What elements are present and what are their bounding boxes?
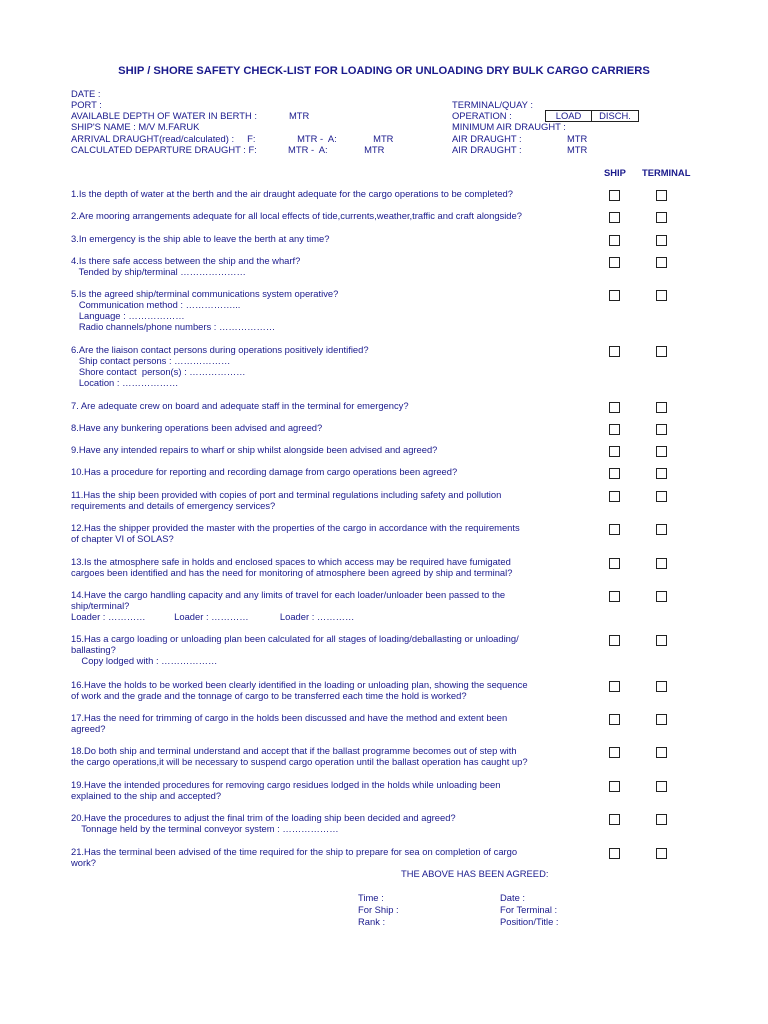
- question-line: 14.Have the cargo handling capacity and any limits of travel for each loader/unloader been passed to the: [71, 589, 506, 600]
- checklist-question: [71, 344, 571, 388]
- terminal-checkbox[interactable]: [656, 290, 667, 301]
- question-line: requirements and details of emergency services?: [71, 500, 276, 511]
- checklist-question: [71, 489, 571, 511]
- depth-label: AVAILABLE DEPTH OF WATER IN BERTH :: [71, 110, 257, 121]
- question-line: Tended by ship/terminal …………………: [71, 266, 246, 277]
- question-line: 19.Have the intended procedures for removing cargo residues lodged in the holds while unloading been: [71, 779, 501, 790]
- ship-checkbox[interactable]: [609, 212, 620, 223]
- checklist-question: [71, 188, 571, 199]
- checklist-question: [71, 233, 571, 244]
- checklist-question: [71, 422, 571, 433]
- ship-checkbox[interactable]: [609, 848, 620, 859]
- ship-checkbox[interactable]: [609, 346, 620, 357]
- checklist-question: [71, 633, 571, 666]
- date-label: DATE :: [71, 88, 101, 99]
- question-line: the cargo operations,it will be necessary to suspend cargo operation until the ballast operation has caught up?: [71, 756, 528, 767]
- question-line: 20.Have the procedures to adjust the final trim of the loading ship been decided and agreed?: [71, 812, 456, 823]
- question-line: 1.Is the depth of water at the berth and the air draught adequate for the cargo operations to be completed?: [71, 188, 513, 199]
- question-line: Radio channels/phone numbers : ………………: [71, 321, 276, 332]
- terminal-checkbox[interactable]: [656, 814, 667, 825]
- checklist-question: [71, 712, 571, 734]
- question-line: 4.Is there safe access between the ship and the wharf?: [71, 255, 301, 266]
- ship-checkbox[interactable]: [609, 814, 620, 825]
- terminal-checkbox[interactable]: [656, 781, 667, 792]
- terminal-checkbox[interactable]: [656, 681, 667, 692]
- terminal-checkbox[interactable]: [656, 591, 667, 602]
- question-line: 11.Has the ship been provided with copies of port and terminal regulations including safety and pollution: [71, 489, 502, 500]
- question-line: ship/terminal?: [71, 600, 130, 611]
- terminal-checkbox[interactable]: [656, 468, 667, 479]
- question-line: 17.Has the need for trimming of cargo in the holds been discussed and have the method and extent been: [71, 712, 508, 723]
- terminal-checkbox[interactable]: [656, 714, 667, 725]
- ship-checkbox[interactable]: [609, 446, 620, 457]
- terminal-checkbox[interactable]: [656, 446, 667, 457]
- ship-name-label: SHIP'S NAME : M/V M.FARUK: [71, 121, 200, 132]
- departure-draught-label: CALCULATED DEPARTURE DRAUGHT : F: MTR - A: MTR: [71, 144, 385, 155]
- checklist-question: [71, 846, 571, 868]
- ship-checkbox[interactable]: [609, 591, 620, 602]
- terminal-quay-label: TERMINAL/QUAY :: [452, 99, 533, 110]
- ship-checkbox[interactable]: [609, 714, 620, 725]
- operation-label: OPERATION :: [452, 110, 512, 121]
- question-line: 2.Are mooring arrangements adequate for all local effects of tide,currents,weather,traffic and craft alongside?: [71, 210, 522, 221]
- question-line: explained to the ship and accepted?: [71, 790, 222, 801]
- ship-checkbox[interactable]: [609, 468, 620, 479]
- ship-checkbox[interactable]: [609, 402, 620, 413]
- question-line: of work and the grade and the tonnage of cargo to be transferred each time the hold is worked?: [71, 690, 467, 701]
- for-terminal-label: For Terminal :: [500, 904, 558, 915]
- checklist-question: [71, 255, 571, 277]
- ship-checkbox[interactable]: [609, 190, 620, 201]
- question-line: 7. Are adequate crew on board and adequate staff in the terminal for emergency?: [71, 400, 409, 411]
- question-line: 9.Have any intended repairs to wharf or ship whilst alongside been advised and agreed?: [71, 444, 438, 455]
- question-line: Copy lodged with : ………………: [71, 655, 218, 666]
- terminal-checkbox[interactable]: [656, 747, 667, 758]
- question-line: Ship contact persons : ………………: [71, 355, 231, 366]
- question-line: Shore contact person(s) : ………………: [71, 366, 246, 377]
- question-line: 8.Have any bunkering operations been advised and agreed?: [71, 422, 323, 433]
- port-label: PORT :: [71, 99, 102, 110]
- question-line: work?: [71, 857, 97, 868]
- checklist-question: [71, 522, 571, 544]
- question-line: Location : ………………: [71, 377, 179, 388]
- air-draught-label-1: AIR DRAUGHT :: [452, 133, 522, 144]
- operation-load-option[interactable]: LOAD: [545, 110, 592, 122]
- rank-label: Rank :: [358, 916, 386, 927]
- ship-checkbox[interactable]: [609, 257, 620, 268]
- terminal-column-header: TERMINAL: [642, 167, 691, 178]
- air-draught-label-2: AIR DRAUGHT :: [452, 144, 522, 155]
- terminal-checkbox[interactable]: [656, 346, 667, 357]
- question-line: 13.Is the atmosphere safe in holds and enclosed spaces to which access may be required have fumigated: [71, 556, 511, 567]
- ship-checkbox[interactable]: [609, 424, 620, 435]
- checklist-question: [71, 444, 571, 455]
- page-title: SHIP / SHORE SAFETY CHECK-LIST FOR LOADING OR UNLOADING DRY BULK CARGO CARRIERS: [118, 65, 650, 77]
- terminal-checkbox[interactable]: [656, 558, 667, 569]
- ship-checkbox[interactable]: [609, 781, 620, 792]
- checklist-question: [71, 466, 571, 477]
- ship-checkbox[interactable]: [609, 524, 620, 535]
- ship-checkbox[interactable]: [609, 491, 620, 502]
- terminal-checkbox[interactable]: [656, 402, 667, 413]
- terminal-checkbox[interactable]: [656, 848, 667, 859]
- min-air-draught-label: MINIMUM AIR DRAUGHT :: [452, 121, 566, 132]
- question-line: 15.Has a cargo loading or unloading plan been calculated for all stages of loading/deballasting or unloading/: [71, 633, 519, 644]
- question-line: 6.Are the liaison contact persons during operations positively identified?: [71, 344, 369, 355]
- agreed-label: THE ABOVE HAS BEEN AGREED:: [401, 868, 549, 879]
- arrival-draught-label: ARRIVAL DRAUGHT(read/calculated) : F: MTR - A: MTR: [71, 133, 394, 144]
- position-title-label: Position/Title :: [500, 916, 559, 927]
- question-line: of chapter VI of SOLAS?: [71, 533, 174, 544]
- terminal-checkbox[interactable]: [656, 424, 667, 435]
- checklist-question: [71, 745, 571, 767]
- checklist-question: [71, 779, 571, 801]
- question-line: Tonnage held by the terminal conveyor system : ………………: [71, 823, 339, 834]
- ship-checkbox[interactable]: [609, 747, 620, 758]
- checklist-question: [71, 679, 571, 701]
- question-line: agreed?: [71, 723, 106, 734]
- question-line: 3.In emergency is the ship able to leave the berth at any time?: [71, 233, 330, 244]
- question-line: ballasting?: [71, 644, 116, 655]
- time-label: Time :: [358, 892, 384, 903]
- terminal-checkbox[interactable]: [656, 190, 667, 201]
- question-line: 18.Do both ship and terminal understand and accept that if the ballast programme becomes out of step with: [71, 745, 517, 756]
- air-draught-unit-2: MTR: [567, 144, 588, 155]
- ship-checkbox[interactable]: [609, 681, 620, 692]
- checklist-question: [71, 812, 571, 834]
- terminal-checkbox[interactable]: [656, 212, 667, 223]
- question-line: Language : ………………: [71, 310, 185, 321]
- operation-disch-option[interactable]: DISCH.: [591, 110, 639, 122]
- question-line: 21.Has the terminal been advised of the time required for the ship to prepare for sea on completion of cargo: [71, 846, 518, 857]
- question-line: cargoes been identified and has the need for monitoring of atmosphere been agreed by ship and terminal?: [71, 567, 513, 578]
- checklist-question: [71, 589, 571, 622]
- question-line: 10.Has a procedure for reporting and recording damage from cargo operations been agreed?: [71, 466, 458, 477]
- terminal-checkbox[interactable]: [656, 635, 667, 646]
- question-line: Communication method : ……………...: [71, 299, 241, 310]
- date-footer-label: Date :: [500, 892, 526, 903]
- ship-checkbox[interactable]: [609, 235, 620, 246]
- question-line: 16.Have the holds to be worked been clearly identified in the loading or unloading plan, showing the sequence: [71, 679, 528, 690]
- terminal-checkbox[interactable]: [656, 257, 667, 268]
- checklist-question: [71, 210, 571, 221]
- terminal-checkbox[interactable]: [656, 524, 667, 535]
- checklist-question: [71, 400, 571, 411]
- air-draught-unit-1: MTR: [567, 133, 588, 144]
- checklist-question: [71, 556, 571, 578]
- ship-checkbox[interactable]: [609, 635, 620, 646]
- ship-checkbox[interactable]: [609, 290, 620, 301]
- ship-column-header: SHIP: [604, 167, 626, 178]
- question-line: 5.Is the agreed ship/terminal communications system operative?: [71, 288, 339, 299]
- for-ship-label: For Ship :: [358, 904, 399, 915]
- terminal-checkbox[interactable]: [656, 491, 667, 502]
- question-line: Loader : ………… Loader : ………… Loader : …………: [71, 611, 355, 622]
- depth-unit: MTR: [289, 110, 310, 121]
- ship-checkbox[interactable]: [609, 558, 620, 569]
- question-line: 12.Has the shipper provided the master with the properties of the cargo in accordance with the requirements: [71, 522, 520, 533]
- terminal-checkbox[interactable]: [656, 235, 667, 246]
- checklist-question: [71, 288, 571, 332]
